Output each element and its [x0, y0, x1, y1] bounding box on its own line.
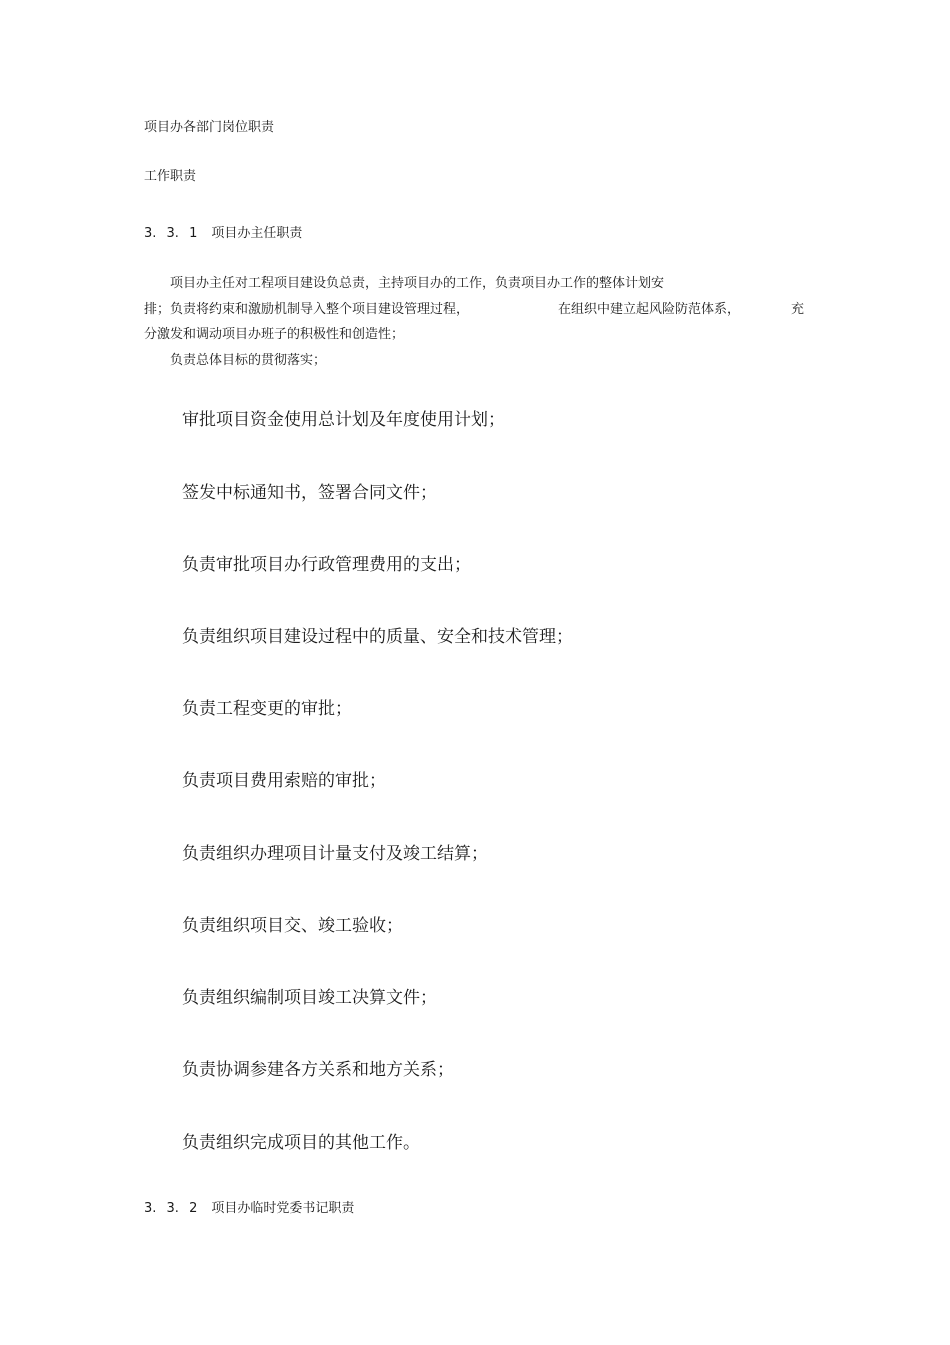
- paragraph-line-1: 项目办主任对工程项目建设负总责，主持项目办的工作，负责项目办工作的整体计划安: [170, 276, 665, 291]
- duty-item: 负责工程变更的审批；: [182, 699, 352, 719]
- duty-item: 负责组织完成项目的其他工作。: [182, 1133, 420, 1153]
- section-heading-2: [144, 1200, 354, 1218]
- page-title: 项目办各部门岗位职责: [144, 120, 275, 135]
- paragraph-line-2b: 在组织中建立起风险防范体系，: [558, 302, 741, 317]
- paragraph-line-3: 分激发和调动项目办班子的积极性和创造性；: [144, 327, 405, 342]
- duty-item: 负责组织编制项目竣工决算文件；: [182, 988, 437, 1008]
- section-title: 项目办主任职责: [211, 226, 303, 241]
- duty-item: 负责组织办理项目计量支付及竣工结算；: [182, 844, 488, 864]
- duty-item: 负责审批项目办行政管理费用的支出；: [182, 555, 471, 575]
- duty-item: 审批项目资金使用总计划及年度使用计划；: [182, 410, 505, 430]
- duty-item: 签发中标通知书，签署合同文件；: [182, 483, 437, 503]
- duty-item: 负责组织项目建设过程中的质量、安全和技术管理；: [182, 627, 573, 647]
- paragraph-line-2c: 充: [791, 302, 805, 317]
- section-heading-1: [144, 225, 302, 243]
- section-number: 3. 3. 2: [144, 1201, 198, 1216]
- subtitle: 工作职责: [144, 169, 197, 184]
- duty-item: 负责组织项目交、竣工验收；: [182, 916, 403, 936]
- duty-item: 负责协调参建各方关系和地方关系；: [182, 1060, 454, 1080]
- duty-item: 负责项目费用索赔的审批；: [182, 771, 386, 791]
- paragraph-line-2a: 排；负责将约束和激励机制导入整个项目建设管理过程，: [144, 302, 470, 317]
- section-title: 项目办临时党委书记职责: [211, 1201, 355, 1216]
- section-number: 3. 3. 1: [144, 226, 198, 241]
- paragraph-line-4: 负责总体目标的贯彻落实；: [170, 353, 327, 368]
